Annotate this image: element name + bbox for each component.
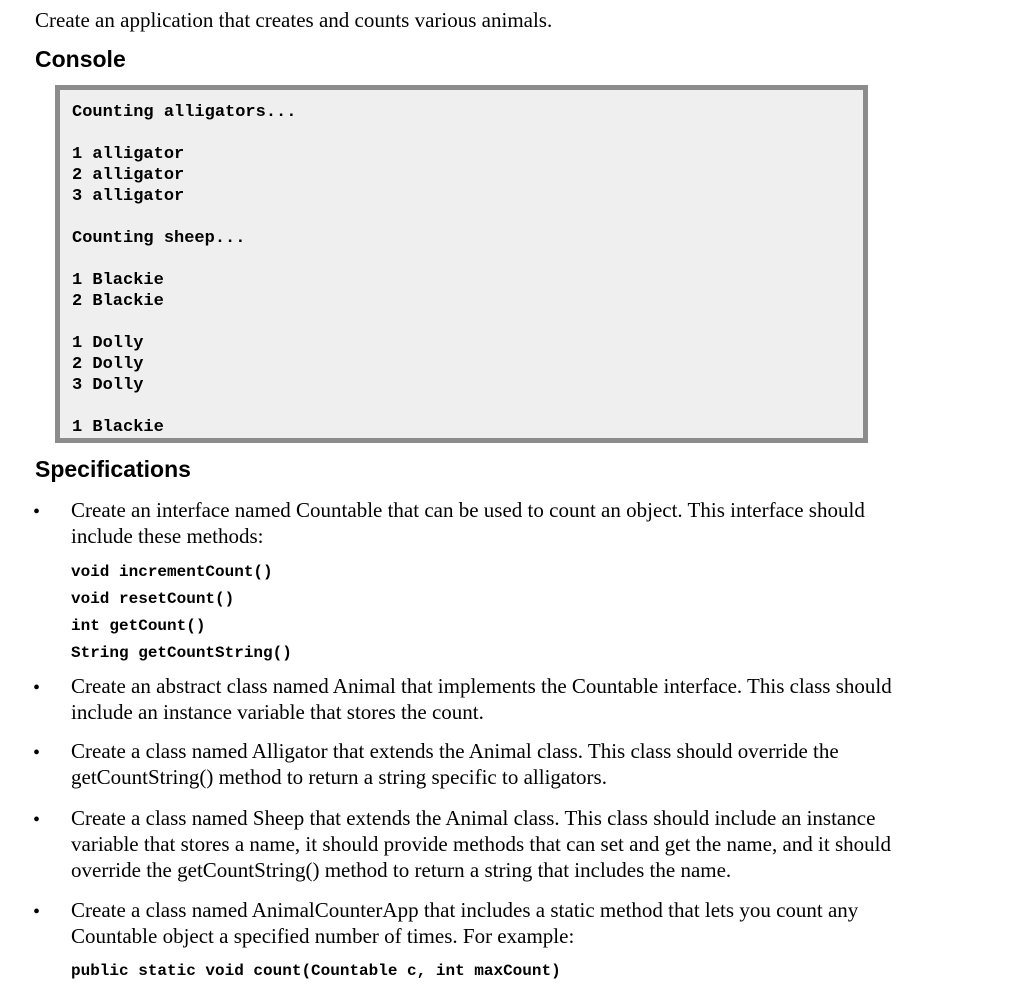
specifications-heading: Specifications (35, 456, 191, 482)
console-line: 3 alligator (72, 187, 185, 206)
spec-item-animal (71, 673, 1001, 725)
spec-line: getCountString() method to return a string specific to alligators. (71, 765, 607, 789)
console-line: 2 Blackie (72, 292, 164, 311)
spec-line: Create an abstract class named Animal that implements the Countable interface. This class should (71, 674, 892, 698)
bullet-icon: • (33, 809, 41, 831)
bullet-icon: • (33, 901, 41, 923)
console-output-box (55, 85, 868, 443)
spec-line: Create an interface named Countable that can be used to count an object. This interface should (71, 498, 865, 522)
console-line: 2 Dolly (72, 355, 144, 374)
spec-item-countable (71, 497, 1001, 549)
intro-text: Create an application that creates and counts various animals. (35, 8, 553, 32)
spec-line: variable that stores a name, it should provide methods that can set and get the name, and it should (71, 832, 891, 856)
spec-item-alligator (71, 738, 1001, 790)
bullet-icon: • (33, 677, 41, 699)
spec-line: include an instance variable that stores the count. (71, 700, 484, 724)
spec-line: Create a class named AnimalCounterApp that includes a static method that lets you count any (71, 898, 859, 922)
code-line: int getCount() (71, 617, 206, 635)
spec-line: Countable object a specified number of times. For example: (71, 924, 575, 948)
console-line: 1 Dolly (72, 334, 144, 353)
spec-line: Create a class named Sheep that extends the Animal class. This class should include an instance (71, 806, 876, 830)
spec-item-sheep (71, 805, 1001, 883)
code-line: String getCountString() (71, 644, 292, 662)
console-line: 1 Blackie (72, 271, 164, 290)
console-line: Counting alligators... (72, 103, 297, 122)
console-line: 1 alligator (72, 145, 185, 164)
console-line: 1 Blackie (72, 418, 164, 437)
spec-line: override the getCountString() method to return a string that includes the name. (71, 858, 732, 882)
console-heading: Console (35, 46, 126, 72)
console-line: Counting sheep... (72, 229, 246, 248)
console-line: 3 Dolly (72, 376, 144, 395)
bullet-icon: • (33, 501, 41, 523)
console-line: 2 alligator (72, 166, 185, 185)
code-line: void incrementCount() (71, 563, 273, 581)
spec-item-animal-counter-app (71, 897, 1001, 949)
code-line: public static void count(Countable c, int maxCount) (71, 962, 561, 980)
bullet-icon: • (33, 742, 41, 764)
spec-line: include these methods: (71, 524, 264, 548)
code-line: void resetCount() (71, 590, 235, 608)
spec-line: Create a class named Alligator that extends the Animal class. This class should override the (71, 739, 839, 763)
